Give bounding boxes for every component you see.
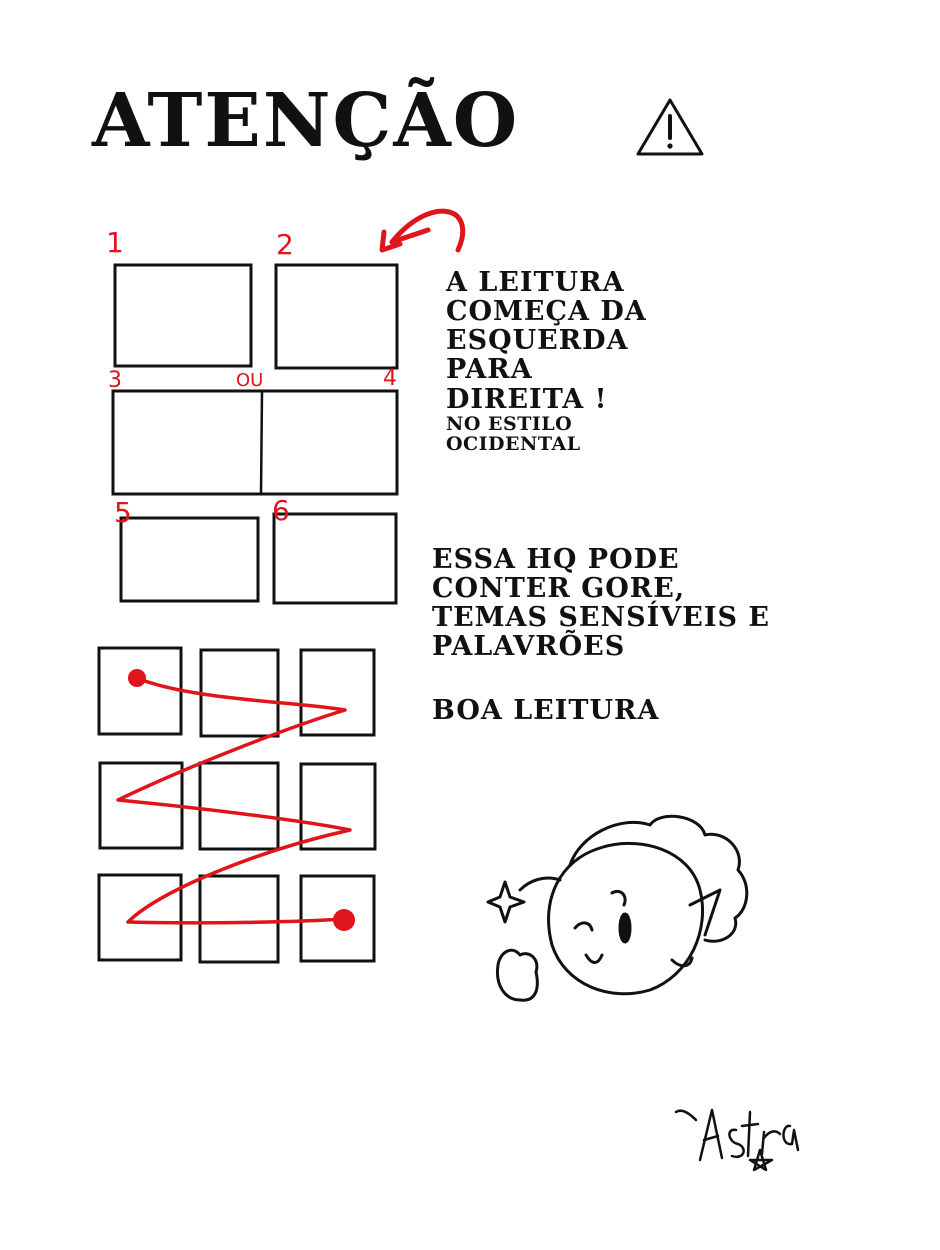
- reading-line: DIREITA !: [446, 383, 608, 415]
- panel-number-2: 2: [276, 228, 294, 261]
- panel-6: [274, 514, 396, 603]
- path-start-dot: [128, 669, 146, 687]
- panel-divider: [261, 392, 262, 494]
- panel-number-6: 6: [272, 494, 290, 527]
- reading-path: [118, 678, 350, 923]
- panel-3-4: [113, 391, 397, 494]
- warning-line: ESSA HQ PODE: [432, 544, 680, 575]
- panel-1: [115, 265, 251, 366]
- warning-line: PALAVRÕES: [432, 631, 626, 663]
- signature-art: [676, 1110, 798, 1170]
- panel-number-4: 4: [383, 366, 397, 391]
- content-warning-text: [432, 545, 770, 662]
- panel-number-or: OU: [236, 370, 264, 391]
- reading-direction-text: [446, 268, 647, 455]
- reading-line: PARA: [446, 354, 533, 386]
- reading-note-line: OCIDENTAL: [446, 433, 581, 456]
- panel-number-5: 5: [114, 496, 132, 529]
- character-doodle: [488, 816, 747, 1000]
- closing-text: BOA LEITURA: [432, 695, 660, 726]
- reading-note-line: NO ESTILO: [446, 412, 573, 435]
- panel-5: [121, 518, 258, 601]
- page-title: ATENÇÃO: [92, 78, 520, 164]
- reading-line: COMEÇA DA: [446, 296, 647, 328]
- grid-panels: [99, 648, 375, 962]
- path-end-dot: [333, 909, 355, 931]
- warning-line: TEMAS SENSÍVEIS E: [432, 602, 770, 634]
- panel-number-1: 1: [106, 226, 124, 259]
- panel-2: [276, 265, 397, 368]
- panel-number-3: 3: [108, 368, 122, 393]
- reading-line: ESQUERDA: [446, 325, 629, 357]
- warning-line: CONTER GORE,: [432, 573, 686, 605]
- reading-line: A LEITURA: [446, 267, 625, 298]
